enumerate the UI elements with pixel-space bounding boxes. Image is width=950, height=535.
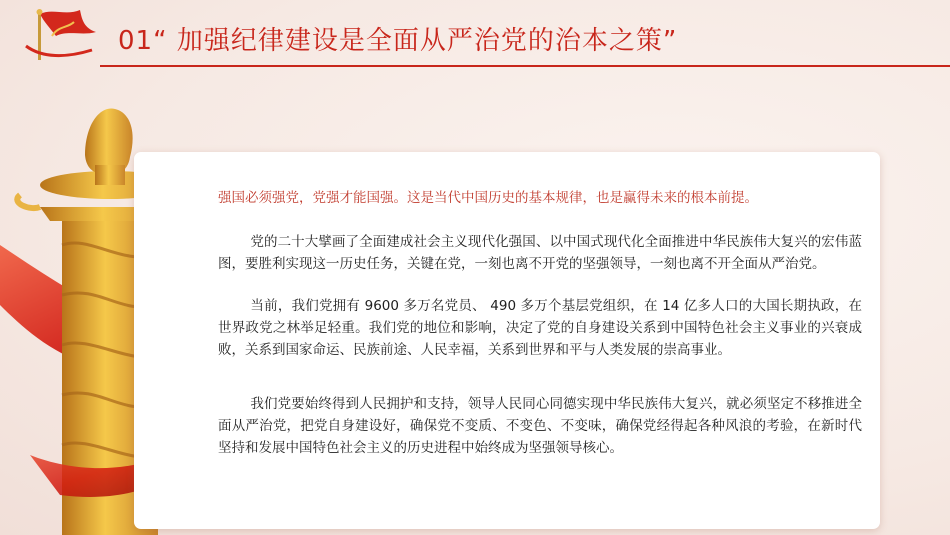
title-underline (100, 65, 950, 67)
lead-statement: 强国必须强党，党强才能国强。这是当代中国历史的基本规律，也是赢得未来的根本前提。 (218, 190, 758, 206)
page-title: 01“ 加强纪律建设是全面从严治党的治本之策” (118, 26, 678, 56)
paragraph-1: 党的二十大擘画了全面建成社会主义现代化强国、以中国式现代化全面推进中华民族伟大复兴的宏伟蓝图，要胜利实现这一历史任务，关键在党，一刻也离不开党的坚强领导，一刻也离不开全面从严治党。 (218, 234, 862, 272)
paragraph-2: 当前，我们党拥有 9600 多万名党员、 490 多万个基层党组织，在 14 亿多人口的大国长期执政，在世界政党之林举足轻重。我们党的地位和影响，决定了党的自身建设关系到中国特色社会主义事业的兴衰成败，关系到国家命运、民族前途、人民幸福，关系到世界和平与人类发展的崇高事业。 (218, 298, 862, 358)
paragraph-3: 我们党要始终得到人民拥护和支持，领导人民同心同德实现中华民族伟大复兴，就必须坚定不移推进全面从严治党，把党自身建设好，确保党不变质、不变色、不变味，确保党经得起各种风浪的考验，在新时代坚持和发展中国特色社会主义的历史进程中始终成为坚强领导核心。 (218, 396, 862, 456)
party-flag-icon (22, 6, 100, 62)
header-bar (0, 0, 950, 78)
